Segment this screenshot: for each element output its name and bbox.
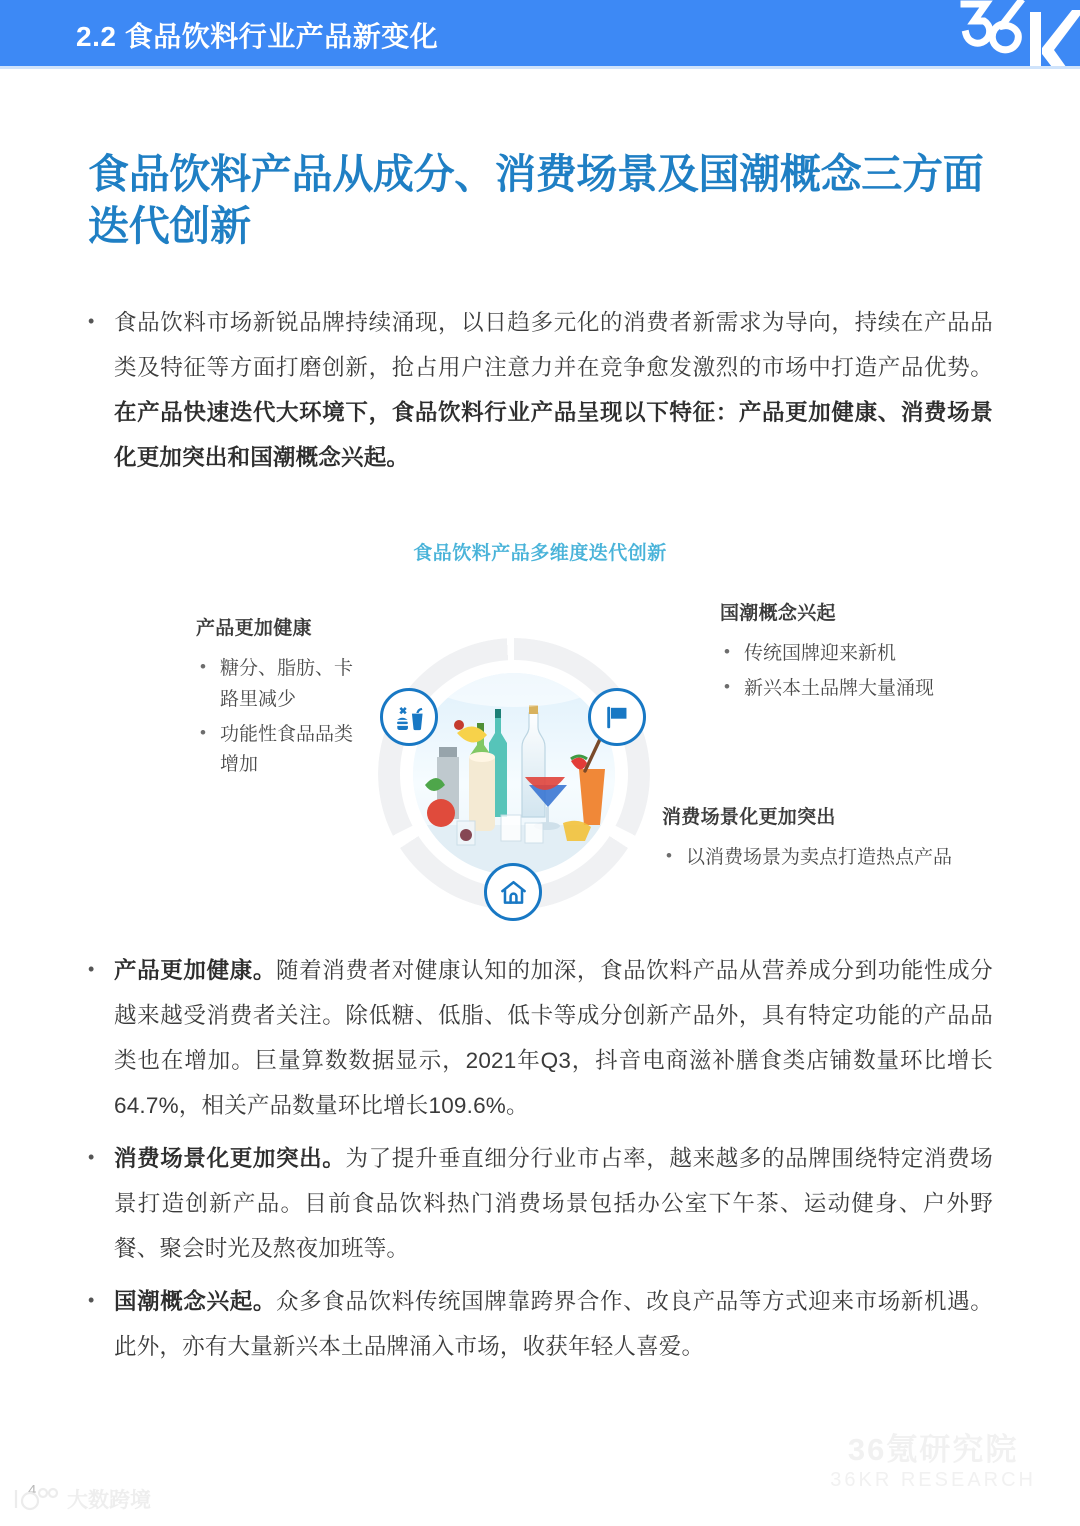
bullet-icon (88, 1136, 114, 1166)
body-item-scene (88, 1136, 993, 1271)
figure-label-guochao-list (720, 639, 1020, 705)
list-item: • 新兴本土品牌大量涌现 (720, 674, 1020, 705)
home-icon (484, 863, 542, 921)
footer-watermark-en: 36KR RESEARCH (830, 1469, 1036, 1491)
healthy-food-icon (380, 688, 438, 746)
figure-label-guochao (720, 598, 1020, 709)
intro-bold: 在产品快速迭代大环境下，食品饮料行业产品呈现以下特征：产品更加健康、消费场景化更加突出和国潮概念兴起。 (114, 400, 993, 470)
corner-watermark (10, 1484, 151, 1514)
flag-icon (588, 688, 646, 746)
figure-center-graphic (378, 638, 650, 910)
body-bullet-list (88, 948, 993, 1377)
body-item-health (88, 948, 993, 1128)
body-lead: 消费场景化更加突出。 (114, 1146, 346, 1171)
page-number: 4 (28, 1482, 37, 1499)
corner-watermark-mark (10, 1486, 64, 1512)
body-text (114, 1279, 993, 1369)
footer-watermark-cn: 36氪研究院 (847, 1432, 1019, 1468)
body-text (114, 1136, 993, 1271)
list-item: • 以消费场景为卖点打造热点产品 (662, 843, 1022, 874)
body-item-guochao (88, 1279, 993, 1369)
page-title: 食品饮料产品从成分、消费场景及国潮概念三方面迭代创新 (88, 151, 984, 250)
figure-label-guochao-title: 国潮概念兴起 (720, 603, 836, 624)
section-title: 2.2 食品饮料行业产品新变化 (76, 21, 439, 52)
intro-paragraph (88, 300, 993, 480)
corner-watermark-text: 大数跨境 (67, 1489, 151, 1512)
body-lead: 产品更加健康。 (114, 958, 277, 983)
figure-label-health (196, 613, 368, 785)
bullet-icon (88, 1279, 114, 1309)
figure-label-scene-list (662, 843, 1022, 874)
figure-label-health-list (196, 654, 368, 781)
bullet-icon (88, 300, 114, 330)
brand-logo-36kr (956, 0, 1080, 66)
body-body: 随着消费者对健康认知的加深，食品饮料产品从营养成分到功能性成分越来越受消费者关注。除低糖、低脂、低卡等成分创新产品外，具有特定功能的产品品类也在增加。巨量算数数据显示，2021年Q3，抖音电商滋补膳食类店铺数量环比增长64.7%，相关产品数量环比增长109.6%。 (114, 958, 994, 1118)
list-item: • 糖分、脂肪、卡路里减少 (196, 654, 368, 716)
body-text (114, 948, 993, 1128)
list-item: • 传统国牌迎来新机 (720, 639, 1020, 670)
body-lead: 国潮概念兴起。 (114, 1289, 277, 1314)
body-body: 众多食品饮料传统国牌靠跨界合作、改良产品等方式迎来市场新机遇。此外，亦有大量新兴本土品牌涌入市场，收获年轻人喜爱。 (114, 1289, 994, 1359)
body-body: 为了提升垂直细分行业市占率，越来越多的品牌围绕特定消费场景打造创新产品。目前食品饮料热门消费场景包括办公室下午茶、运动健身、户外野餐、聚会时光及熬夜加班等。 (114, 1146, 993, 1261)
beverage-photo (413, 673, 615, 875)
bullet-icon (88, 948, 114, 978)
page-header (0, 0, 1080, 66)
figure-label-scene-title: 消费场景化更加突出 (662, 807, 836, 828)
figure-label-scene (662, 802, 1022, 878)
footer-watermark (830, 1433, 1036, 1492)
figure-caption: 食品饮料产品多维度迭代创新 (413, 543, 667, 564)
intro-text (114, 300, 993, 480)
list-item: • 功能性食品品类增加 (196, 720, 368, 782)
figure-label-health-title: 产品更加健康 (196, 618, 312, 639)
header-underline (0, 66, 1080, 69)
figure-diagram (0, 580, 1080, 925)
intro-normal: 食品饮料市场新锐品牌持续涌现，以日趋多元化的消费者新需求为导向，持续在产品品类及特征等方面打磨创新，抢占用户注意力并在竞争愈发激烈的市场中打造产品优势。 (114, 310, 993, 380)
